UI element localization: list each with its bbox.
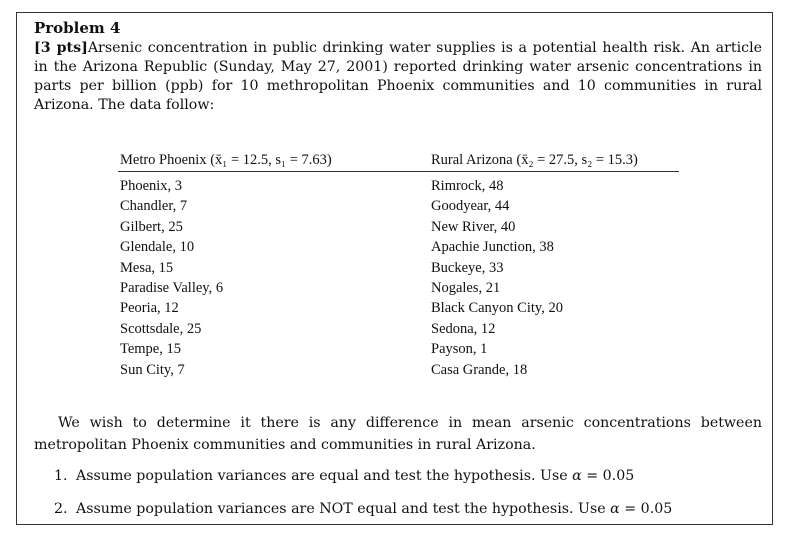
rural-row: Apachie Junction, 38 — [431, 239, 554, 256]
alpha-value: = 0.05 — [581, 468, 635, 484]
rural-row: Rimrock, 48 — [431, 178, 504, 194]
metro-row: Mesa, 15 — [120, 259, 174, 276]
problem-title: Problem 4 — [34, 19, 121, 37]
alpha-value: = 0.05 — [619, 501, 673, 517]
metro-row: Paradise Valley, 6 — [120, 279, 224, 296]
points-label: [3 pts] — [34, 40, 88, 56]
rural-row: Nogales, 21 — [431, 279, 501, 296]
rural-list — [431, 176, 693, 380]
item-number: 1. — [54, 468, 68, 484]
rural-row: Sedona, 12 — [431, 320, 496, 337]
item-number: 2. — [54, 501, 68, 517]
problem-box — [16, 12, 773, 525]
problem-intro — [34, 39, 762, 115]
rural-row: New River, 40 — [431, 218, 516, 235]
metro-row: Gilbert, 25 — [120, 218, 183, 235]
rural-column — [431, 152, 693, 380]
rural-row: Goodyear, 44 — [431, 198, 510, 215]
item-text: Assume population variances are NOT equal and test the hypothesis. Use — [76, 501, 611, 517]
alpha-symbol: α — [572, 468, 582, 484]
metro-row: Peoria, 12 — [120, 300, 179, 317]
intro-text: Arsenic concentration in public drinking water supplies is a potential health risk. An article in the Arizona Republic (Sunday, May 27, 2001) reported drinking water arsenic concentrations in parts per billion (ppb) for 10 methropolitan Phoenix communities and 10 communities in rural Arizona. The data follow: — [34, 40, 762, 113]
table-header-rule — [118, 171, 679, 172]
metro-row: Phoenix, 3 — [120, 178, 183, 194]
rural-row: Buckeye, 33 — [431, 259, 504, 276]
metro-row: Sun City, 7 — [120, 361, 185, 378]
rural-row: Black Canyon City, 20 — [431, 300, 563, 317]
metro-row: Glendale, 10 — [120, 239, 195, 256]
metro-row: Tempe, 15 — [120, 341, 181, 358]
rural-header: Rural Arizona (x̄₂ = 27.5, s₂ = 15.3) — [431, 152, 638, 168]
metro-row: Scottsdale, 25 — [120, 320, 202, 337]
metro-column — [120, 152, 366, 380]
alpha-symbol: α — [610, 501, 620, 517]
rural-row: Payson, 1 — [431, 341, 488, 358]
question-item-1 — [54, 468, 634, 484]
metro-row: Chandler, 7 — [120, 198, 188, 215]
question-text: We wish to determine it there is any difference in mean arsenic concentrations between metropolitan Phoenix communities and communities in rural Arizona. — [34, 415, 762, 453]
metro-header: Metro Phoenix (x̄₁ = 12.5, s₁ = 7.63) — [120, 152, 332, 168]
item-text: Assume population variances are equal and test the hypothesis. Use — [76, 468, 573, 484]
metro-list — [120, 176, 366, 380]
question-item-2 — [54, 501, 672, 517]
rural-row: Casa Grande, 18 — [431, 361, 528, 378]
